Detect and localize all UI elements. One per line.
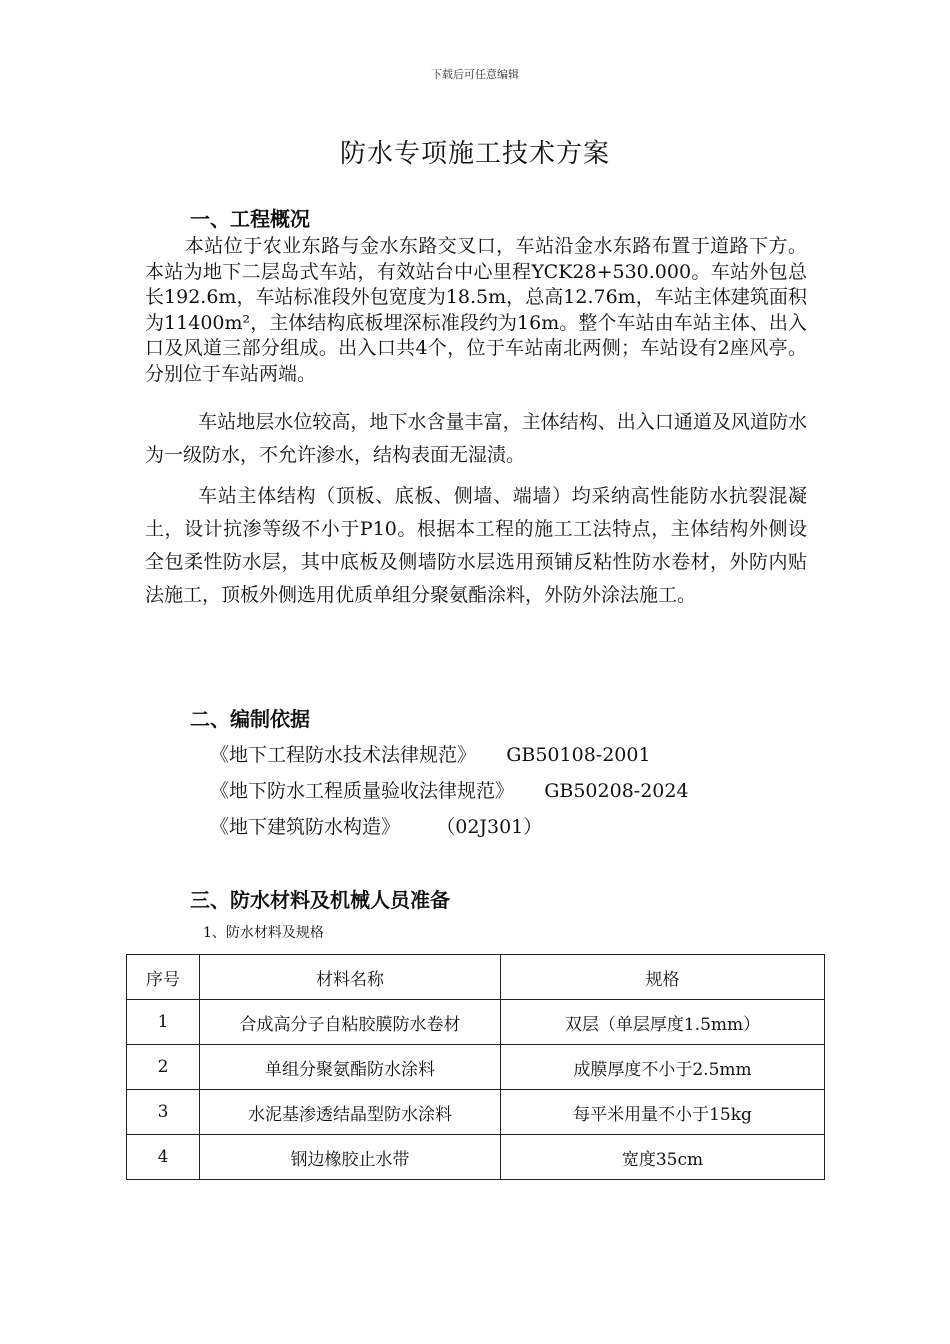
reference-item: 《地下建筑防水构造》 （02J301） bbox=[210, 816, 543, 838]
header-cell-spec: 规格 bbox=[501, 955, 825, 1000]
table-row bbox=[127, 1000, 825, 1045]
table-row bbox=[127, 1045, 825, 1090]
overview-paragraph-1 bbox=[145, 234, 807, 387]
section-heading-basis: 二、编制依据 bbox=[190, 707, 310, 731]
paragraph-text: 本站位于农业东路与金水东路交叉口，车站沿金水东路布置于道路下方。本站为地下二层岛式车站，有效站台中心里程YCK28+530.000。车站外包总长192.6m，车站标准段外包宽度为18.5m，总高12.76m，车站主体建筑面积为11400m²，主体结构底板埋深标准段约为16m。整个车站由车站主体、出入口及风道三部分组成。出入口共4个，位于车站南北两侧；车站设有2座风亭。分别位于车站两端。 bbox=[145, 235, 807, 385]
table-row bbox=[127, 1135, 825, 1180]
cell-material: 水泥基渗透结晶型防水涂料 bbox=[200, 1090, 501, 1135]
section-heading-overview: 一、工程概况 bbox=[190, 207, 310, 231]
cell-spec: 宽度35cm bbox=[501, 1135, 825, 1180]
paragraph-text: 车站主体结构（顶板、底板、侧墙、端墙）均采纳高性能防水抗裂混凝土，设计抗渗等级不小于P10。根据本工程的施工工法特点，主体结构外侧设全包柔性防水层，其中底板及侧墙防水层选用预铺反粘性防水卷材，外防内贴法施工，顶板外侧选用优质单组分聚氨酯涂料，外防外涂法施工。 bbox=[145, 485, 807, 606]
table-row bbox=[127, 1090, 825, 1135]
cell-material: 合成高分子自粘胶膜防水卷材 bbox=[200, 1000, 501, 1045]
cell-spec: 每平米用量不小于15kg bbox=[501, 1090, 825, 1135]
subsection-heading: 1、防水材料及规格 bbox=[203, 925, 324, 941]
reference-item: 《地下工程防水技术法律规范》 GB50108-2001 bbox=[210, 744, 651, 766]
cell-index: 3 bbox=[127, 1090, 200, 1135]
header-note: 下载后可任意编辑 bbox=[431, 68, 519, 81]
paragraph-text: 车站地层水位较高，地下水含量丰富，主体结构、出入口通道及风道防水为一级防水，不允许渗水，结构表面无湿渍。 bbox=[145, 411, 807, 466]
cell-spec: 双层（单层厚度1.5mm） bbox=[501, 1000, 825, 1045]
cell-index: 4 bbox=[127, 1135, 200, 1180]
cell-index: 2 bbox=[127, 1045, 200, 1090]
cell-material: 单组分聚氨酯防水涂料 bbox=[200, 1045, 501, 1090]
document-title: 防水专项施工技术方案 bbox=[339, 139, 610, 169]
cell-spec: 成膜厚度不小于2.5mm bbox=[501, 1045, 825, 1090]
table-header-row bbox=[127, 955, 825, 1000]
header-cell-material: 材料名称 bbox=[200, 955, 501, 1000]
cell-index: 1 bbox=[127, 1000, 200, 1045]
cell-material: 钢边橡胶止水带 bbox=[200, 1135, 501, 1180]
section-heading-materials: 三、防水材料及机械人员准备 bbox=[190, 888, 450, 912]
overview-paragraph-2 bbox=[145, 406, 807, 472]
reference-item: 《地下防水工程质量验收法律规范》 GB50208-2024 bbox=[210, 780, 689, 802]
overview-paragraph-3 bbox=[145, 480, 807, 612]
header-cell-index: 序号 bbox=[127, 955, 200, 1000]
materials-table bbox=[126, 954, 825, 1180]
